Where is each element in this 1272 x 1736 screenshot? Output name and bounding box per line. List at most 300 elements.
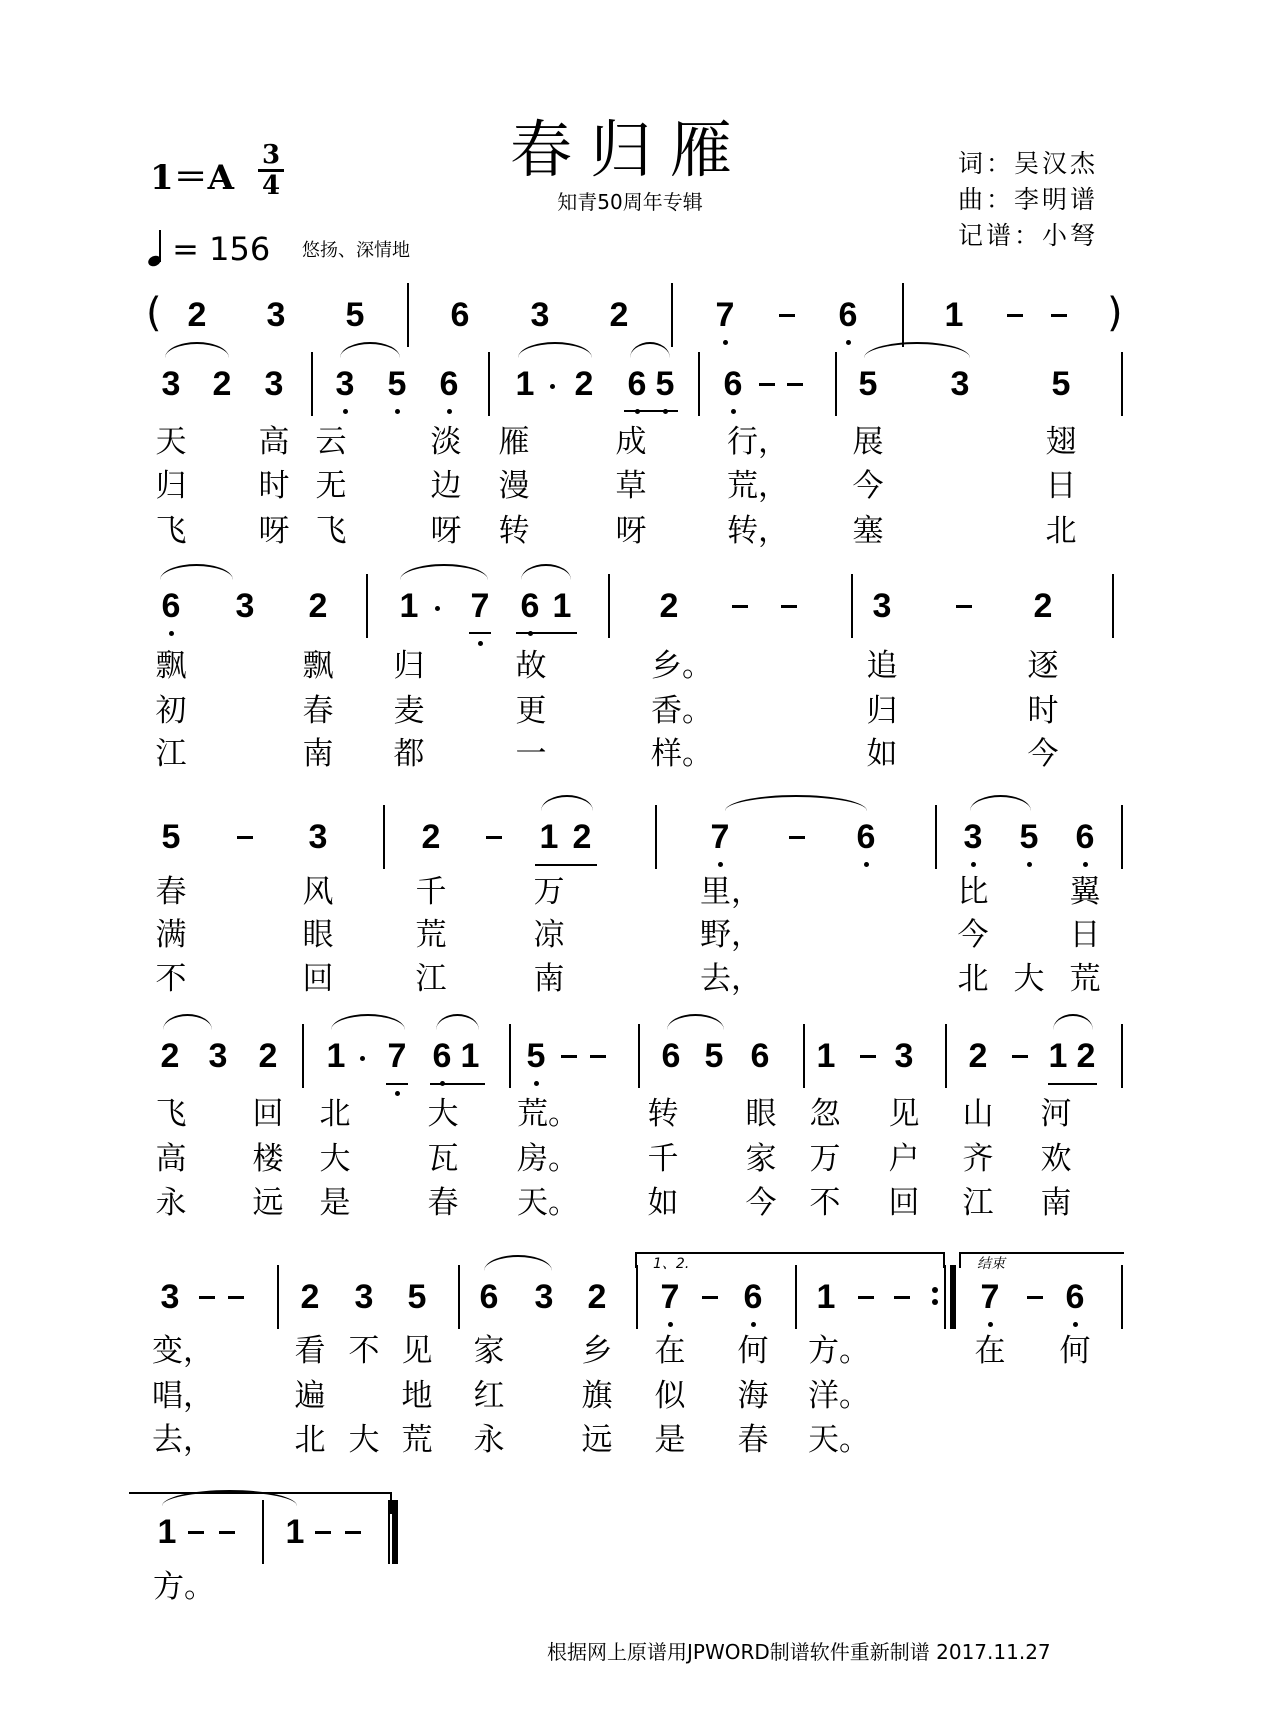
lyric-char: 塞 (852, 513, 884, 549)
lyric-char: 家 (473, 1333, 505, 1369)
lyric-char: 方。 (808, 1333, 870, 1369)
lyric-char: 忽 (809, 1096, 841, 1132)
lyric-char: 转 (498, 513, 530, 549)
sustain-dash (1007, 314, 1023, 317)
note: 3 (950, 365, 970, 403)
note: 7 (715, 296, 735, 334)
lyric-char: 满 (155, 917, 187, 953)
lyric-char: 大 (427, 1096, 459, 1132)
lyric-char: 不 (348, 1333, 380, 1369)
lyric-char: 翅 (1045, 424, 1077, 460)
note: 3 (264, 365, 284, 403)
barline (366, 574, 368, 638)
lyric-char: 边 (430, 468, 462, 504)
lyric-char: 乡。 (651, 648, 713, 684)
lyric-char: 飞 (315, 513, 347, 549)
low-octave-dot (395, 409, 400, 414)
note: 2 (421, 818, 441, 856)
barline (945, 1024, 947, 1088)
note: 3 (963, 818, 983, 856)
time-signature-top: 3 (261, 140, 281, 170)
slur-arc (165, 342, 229, 358)
lyric-char: 齐 (962, 1141, 994, 1177)
lyric-char: 行， (727, 424, 789, 460)
low-octave-dot (1083, 862, 1088, 867)
sustain-dash (894, 1296, 910, 1299)
note: 2 (1033, 587, 1053, 625)
song-subtitle: 知青50周年专辑 (557, 190, 703, 214)
lyric-char: 草 (615, 468, 647, 504)
low-octave-dot (668, 1322, 673, 1327)
lyric-char: 去， (152, 1422, 214, 1458)
lyric-char: 眼 (745, 1096, 777, 1132)
sustain-dash (188, 1531, 204, 1534)
note: 3 (872, 587, 892, 625)
lyric-char: 春 (737, 1422, 769, 1458)
note: 7 (980, 1278, 1000, 1316)
note: 3 (308, 818, 328, 856)
note: 7 (387, 1037, 407, 1075)
sustain-dash (732, 605, 748, 608)
lyric-char: 春 (155, 874, 187, 910)
lyric-char: 看 (294, 1333, 326, 1369)
sustain-dash (789, 836, 805, 839)
eighth-note-underline (430, 1083, 485, 1085)
barline (383, 805, 385, 869)
transcriber-credit: 记谱：小弩 (958, 221, 1099, 250)
key-signature: 1＝A (150, 158, 235, 198)
note: 6 (838, 296, 858, 334)
footer-note: 根据网上原谱用JPWORD制谱软件重新制谱 2017.11.27 (547, 1640, 1051, 1664)
barline (302, 1024, 304, 1088)
barline (935, 805, 937, 869)
lyric-char: 归 (866, 693, 898, 729)
barline (1121, 1024, 1123, 1088)
lyric-char: 回 (302, 961, 334, 997)
slur-arc (436, 1014, 479, 1030)
lyric-char: 今 (745, 1185, 777, 1221)
slur-arc (725, 795, 867, 811)
note: 2 (187, 296, 207, 334)
slur-arc (331, 1014, 405, 1030)
sustain-dash (779, 314, 795, 317)
barline (509, 1024, 511, 1088)
lyric-char: 千 (415, 874, 447, 910)
note: 5 (526, 1037, 546, 1075)
note: 2 (300, 1278, 320, 1316)
note: 5 (1019, 818, 1039, 856)
barline (407, 283, 409, 347)
lyric-char: 都 (393, 736, 425, 772)
lyric-char: 房。 (517, 1141, 579, 1177)
low-octave-dot (1027, 862, 1032, 867)
slur-arc (484, 1255, 552, 1271)
note: 2 (574, 365, 594, 403)
lyric-char: 淡 (430, 424, 462, 460)
barline (608, 574, 610, 638)
note: 1 (1048, 1037, 1068, 1075)
barline (655, 805, 657, 869)
sustain-dash (787, 383, 803, 386)
lyric-char: 如 (647, 1185, 679, 1221)
note: 6 (432, 1037, 452, 1075)
note: 6 (627, 365, 647, 403)
lyric-char: 时 (258, 468, 290, 504)
lyric-char: 香。 (651, 693, 713, 729)
low-octave-dot (447, 409, 452, 414)
note: 2 (308, 587, 328, 625)
low-octave-dot (846, 340, 851, 345)
lyric-char: 楼 (252, 1141, 284, 1177)
lyric-char: 春 (427, 1185, 459, 1221)
lyric-char: 回 (888, 1185, 920, 1221)
open-paren: ( (146, 290, 162, 336)
lyricist-credit: 词：吴汉杰 (958, 149, 1099, 178)
eighth-note-underline (516, 632, 577, 634)
note: 2 (258, 1037, 278, 1075)
barline (698, 352, 700, 416)
lyric-char: 在 (654, 1333, 686, 1369)
lyric-char: 南 (533, 961, 565, 997)
low-octave-dot (864, 862, 869, 867)
sustain-dash (228, 1296, 244, 1299)
note: 3 (534, 1278, 554, 1316)
slur-arc (160, 564, 233, 580)
lyric-char: 大 (319, 1141, 351, 1177)
lyric-char: 江 (415, 961, 447, 997)
sustain-dash (237, 836, 253, 839)
lyric-char: 飘 (302, 648, 334, 684)
slur-arc (521, 564, 571, 580)
slur-arc (1053, 1014, 1093, 1030)
ending-bracket (129, 1492, 392, 1514)
note: 1 (460, 1037, 480, 1075)
note: 3 (266, 296, 286, 334)
low-octave-dot (723, 340, 728, 345)
lyric-char: 麦 (393, 693, 425, 729)
lyric-char: 北 (319, 1096, 351, 1132)
lyric-char: 故 (515, 648, 547, 684)
lyric-char: 天。 (517, 1185, 579, 1221)
note: 3 (160, 1278, 180, 1316)
sustain-dash (315, 1531, 331, 1534)
eighth-note-underline (469, 632, 491, 634)
lyric-char: 见 (401, 1333, 433, 1369)
lyric-char: 今 (852, 468, 884, 504)
note: 2 (212, 365, 232, 403)
barline (795, 1265, 797, 1329)
note: 2 (572, 818, 592, 856)
low-octave-dot (718, 862, 723, 867)
note: 1 (326, 1037, 346, 1075)
lyric-char: 归 (155, 468, 187, 504)
augmentation-dot (360, 1056, 365, 1061)
barline (803, 1024, 805, 1088)
augmentation-dot (435, 606, 440, 611)
note: 6 (750, 1037, 770, 1075)
lyric-char: 荒， (727, 468, 789, 504)
lyric-char: 无 (315, 468, 347, 504)
low-octave-dot (478, 641, 483, 646)
low-octave-dot (751, 1322, 756, 1327)
note: 5 (387, 365, 407, 403)
lyric-char: 荒 (1069, 961, 1101, 997)
note: 6 (661, 1037, 681, 1075)
lyric-char: 见 (888, 1096, 920, 1132)
credits (958, 146, 1098, 254)
note: 2 (587, 1278, 607, 1316)
lyric-char: 大 (1013, 961, 1045, 997)
sustain-dash (1051, 314, 1067, 317)
lyric-char: 不 (809, 1185, 841, 1221)
lyric-char: 比 (957, 874, 989, 910)
lyric-char: 山 (962, 1096, 994, 1132)
note: 1 (816, 1278, 836, 1316)
lyric-char: 南 (1040, 1185, 1072, 1221)
note: 5 (858, 365, 878, 403)
slur-arc (340, 342, 400, 358)
barline (636, 1265, 638, 1329)
lyric-char: 远 (252, 1185, 284, 1221)
lyric-char: 天。 (808, 1422, 870, 1458)
lyric-char: 河 (1040, 1096, 1072, 1132)
slur-arc (667, 1014, 724, 1030)
sustain-dash (781, 605, 797, 608)
note: 6 (439, 365, 459, 403)
eighth-note-underline (386, 1083, 408, 1085)
sustain-dash (956, 605, 972, 608)
lyric-char: 去， (700, 961, 762, 997)
note: 6 (161, 587, 181, 625)
note: 3 (354, 1278, 374, 1316)
lyric-char: 欢 (1040, 1141, 1072, 1177)
lyric-char: 日 (1069, 917, 1101, 953)
lyric-char: 洋。 (808, 1378, 870, 1414)
note: 6 (1065, 1278, 1085, 1316)
lyric-char: 南 (302, 736, 334, 772)
lyric-char: 逐 (1027, 648, 1059, 684)
sustain-dash (860, 1055, 876, 1058)
lyric-char: 云 (315, 424, 347, 460)
note: 1 (552, 587, 572, 625)
barline (277, 1265, 279, 1329)
sustain-dash (199, 1296, 215, 1299)
note: 5 (704, 1037, 724, 1075)
sustain-dash (1012, 1055, 1028, 1058)
quarter-note-icon (148, 228, 162, 268)
lyric-char: 凉 (533, 917, 565, 953)
lyric-char: 一 (515, 736, 547, 772)
lyric-char: 时 (1027, 693, 1059, 729)
note: 7 (470, 587, 490, 625)
sustain-dash (1027, 1296, 1043, 1299)
low-octave-dot (169, 631, 174, 636)
note: 1 (816, 1037, 836, 1075)
lyric-char: 归 (393, 648, 425, 684)
final-barline-thick (392, 1500, 398, 1564)
barline (638, 1024, 640, 1088)
note: 5 (161, 818, 181, 856)
lyric-char: 是 (319, 1185, 351, 1221)
barline (458, 1265, 460, 1329)
lyric-char: 家 (745, 1141, 777, 1177)
note: 2 (1076, 1037, 1096, 1075)
note: 6 (743, 1278, 763, 1316)
time-signature (258, 142, 284, 199)
lyric-char: 转， (727, 513, 789, 549)
low-octave-dot (1073, 1322, 1078, 1327)
lyric-char: 呀 (258, 513, 290, 549)
note: 7 (660, 1278, 680, 1316)
lyric-char: 高 (258, 424, 290, 460)
lyric-char: 眼 (302, 917, 334, 953)
note: 1 (944, 296, 964, 334)
lyric-char: 初 (155, 693, 187, 729)
note: 3 (235, 587, 255, 625)
lyric-char: 春 (302, 693, 334, 729)
lyric-char: 今 (1027, 736, 1059, 772)
note: 6 (723, 365, 743, 403)
eighth-note-underline (1048, 1083, 1097, 1085)
lyric-char: 北 (1045, 513, 1077, 549)
note: 2 (609, 296, 629, 334)
lyric-char: 样。 (651, 736, 713, 772)
note: 1 (285, 1513, 305, 1551)
lyric-char: 飞 (155, 513, 187, 549)
eighth-note-underline (535, 864, 597, 866)
eighth-note-underline (624, 410, 678, 412)
sustain-dash (702, 1296, 718, 1299)
low-octave-dot (395, 1091, 400, 1096)
note: 3 (161, 365, 181, 403)
lyric-char: 飞 (155, 1096, 187, 1132)
sustain-dash (759, 383, 775, 386)
note: 5 (655, 365, 675, 403)
lyric-char: 成 (615, 424, 647, 460)
sustain-dash (590, 1055, 606, 1058)
lyric-char: 呀 (430, 513, 462, 549)
slur-arc (630, 342, 670, 358)
lyric-char: 海 (737, 1378, 769, 1414)
volta-label: 1、2. (653, 1256, 690, 1272)
low-octave-dot (988, 1322, 993, 1327)
note: 2 (968, 1037, 988, 1075)
barline (835, 352, 837, 416)
note: 3 (894, 1037, 914, 1075)
lyric-char: 里， (700, 874, 762, 910)
augmentation-dot (550, 384, 555, 389)
lyric-char: 江 (155, 736, 187, 772)
repeat-barline-thick (950, 1265, 956, 1329)
slur-arc (163, 1014, 212, 1030)
time-signature-bottom: 4 (261, 171, 281, 201)
lyric-char: 万 (809, 1141, 841, 1177)
note: 5 (407, 1278, 427, 1316)
lyric-char: 永 (473, 1422, 505, 1458)
slur-arc (400, 564, 488, 580)
lyric-char: 转 (647, 1096, 679, 1132)
tempo-marking (148, 228, 270, 268)
note: 2 (659, 587, 679, 625)
lyric-char: 展 (852, 424, 884, 460)
volta-label: 结束 (977, 1256, 1005, 1272)
note: 6 (520, 587, 540, 625)
barline (311, 352, 313, 416)
close-paren: ) (1107, 290, 1123, 336)
slur-arc (541, 795, 593, 811)
slur-arc (864, 342, 970, 358)
lyric-char: 如 (866, 736, 898, 772)
lyric-char: 地 (401, 1378, 433, 1414)
lyric-char: 野， (700, 917, 762, 953)
note: 3 (208, 1037, 228, 1075)
lyric-char: 乡 (581, 1333, 613, 1369)
lyric-char: 是 (654, 1422, 686, 1458)
lyric-char: 千 (647, 1141, 679, 1177)
lyric-char: 日 (1045, 468, 1077, 504)
barline (488, 352, 490, 416)
final-barline-thin (388, 1500, 390, 1564)
lyric-char: 翼 (1069, 874, 1101, 910)
barline (1112, 574, 1114, 638)
lyric-char: 漫 (498, 468, 530, 504)
low-octave-dot (343, 409, 348, 414)
note: 5 (345, 296, 365, 334)
lyric-char: 回 (252, 1096, 284, 1132)
sustain-dash (858, 1296, 874, 1299)
note: 2 (160, 1037, 180, 1075)
barline (902, 283, 904, 347)
low-octave-dot (731, 409, 736, 414)
lyric-char: 变， (152, 1333, 214, 1369)
lyric-char: 户 (888, 1141, 920, 1177)
slur-arc (970, 795, 1031, 811)
lyric-char: 荒 (415, 917, 447, 953)
lyric-char: 瓦 (427, 1141, 459, 1177)
lyric-char: 似 (654, 1378, 686, 1414)
sustain-dash (345, 1531, 361, 1534)
barline (851, 574, 853, 638)
lyric-char: 方。 (153, 1569, 215, 1605)
lyric-char: 天 (155, 424, 187, 460)
note: 1 (157, 1513, 177, 1551)
repeat-sign (932, 1281, 938, 1311)
sustain-dash (486, 836, 502, 839)
note: 6 (856, 818, 876, 856)
lyric-char: 北 (957, 961, 989, 997)
lyric-char: 远 (581, 1422, 613, 1458)
lyric-char: 荒。 (517, 1096, 579, 1132)
lyric-char: 雁 (498, 424, 530, 460)
note: 1 (399, 587, 419, 625)
low-octave-dot (534, 1081, 539, 1086)
lyric-char: 旗 (581, 1378, 613, 1414)
lyric-char: 今 (957, 917, 989, 953)
note: 1 (539, 818, 559, 856)
note: 1 (515, 365, 535, 403)
tempo-value: = 156 (172, 230, 271, 268)
lyric-char: 遍 (294, 1378, 326, 1414)
sustain-dash (561, 1055, 577, 1058)
composer-credit: 曲：李明谱 (958, 185, 1099, 214)
song-title: 春归雁 (509, 113, 750, 186)
barline (671, 283, 673, 347)
note: 7 (710, 818, 730, 856)
lyric-char: 何 (1059, 1333, 1091, 1369)
barline (1121, 1265, 1123, 1329)
lyric-char: 荒 (401, 1422, 433, 1458)
note: 3 (530, 296, 550, 334)
